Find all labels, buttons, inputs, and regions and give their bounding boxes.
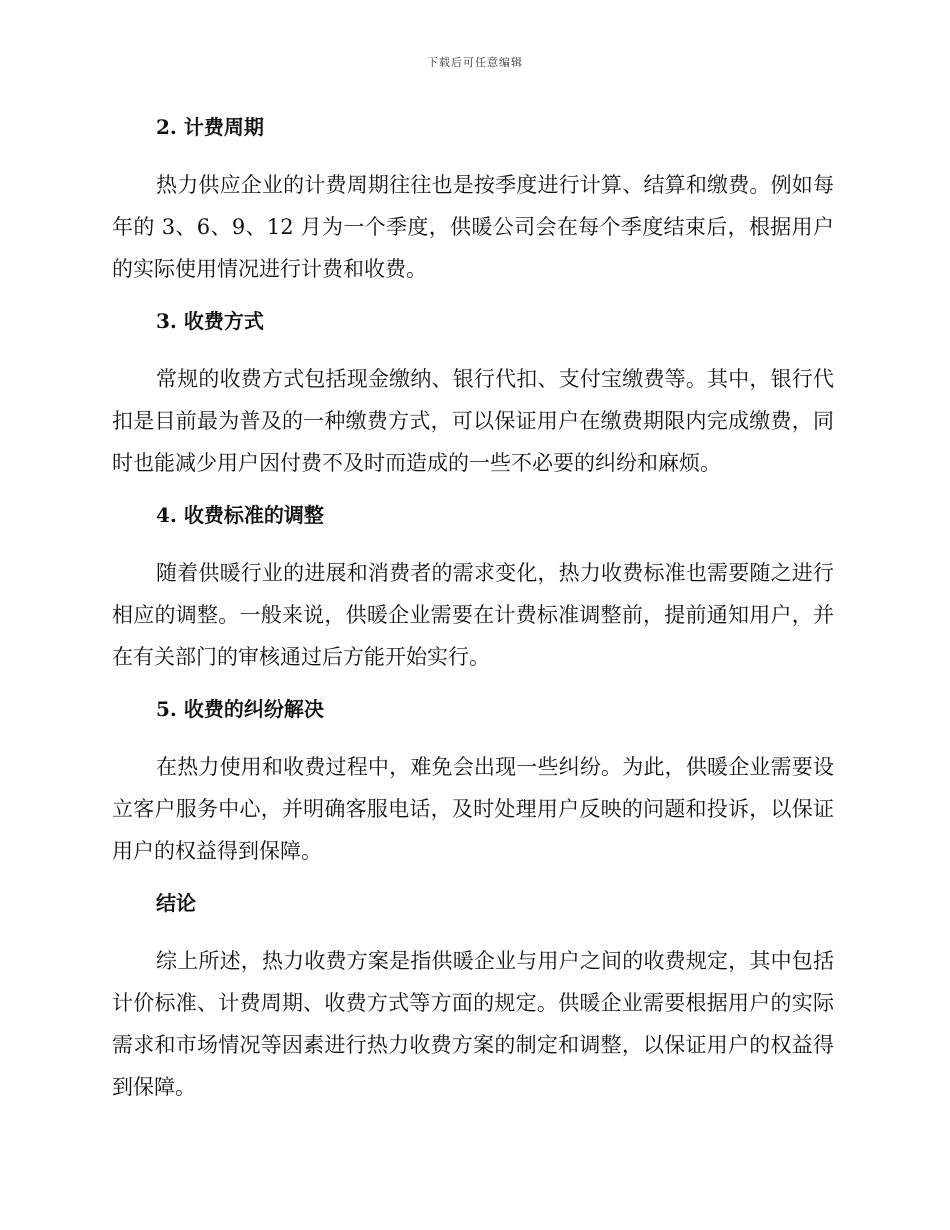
section-heading-fee-adjustment: 4. 收费标准的调整	[156, 503, 324, 527]
section-heading-conclusion: 结论	[156, 891, 196, 915]
document-body	[112, 108, 834, 1120]
section-paragraph-dispute-resolution: 在热力使用和收费过程中，难免会出现一些纠纷。为此，供暖企业需要设立客户服务中心，并明确客服电话，及时处理用户反映的问题和投诉，以保证用户的权益得到保障。	[112, 755, 834, 863]
section-paragraph-fee-adjustment: 随着供暖行业的进展和消费者的需求变化，热力收费标准也需要随之进行相应的调整。一般来说，供暖企业需要在计费标准调整前，提前通知用户，并在有关部门的审核通过后方能开始实行。	[112, 561, 834, 669]
header-note: 下载后可任意编辑	[427, 56, 523, 69]
section-heading-billing-cycle: 2. 计费周期	[156, 115, 264, 139]
section-paragraph-payment-methods: 常规的收费方式包括现金缴纳、银行代扣、支付宝缴费等。其中，银行代扣是目前最为普及的一种缴费方式，可以保证用户在缴费期限内完成缴费，同时也能减少用户因付费不及时而造成的一些不必要的纠纷和麻烦。	[112, 367, 834, 475]
section-heading-dispute-resolution: 5. 收费的纠纷解决	[156, 697, 324, 721]
section-heading-payment-methods: 3. 收费方式	[156, 309, 264, 333]
section-paragraph-conclusion: 综上所述，热力收费方案是指供暖企业与用户之间的收费规定，其中包括计价标准、计费周期、收费方式等方面的规定。供暖企业需要根据用户的实际需求和市场情况等因素进行热力收费方案的制定和调整，以保证用户的权益得到保障。	[112, 949, 834, 1099]
section-paragraph-billing-cycle: 热力供应企业的计费周期往往也是按季度进行计算、结算和缴费。例如每年的 3、6、9、12 月为一个季度，供暖公司会在每个季度结束后，根据用户的实际使用情况进行计费和收费。	[112, 173, 834, 281]
